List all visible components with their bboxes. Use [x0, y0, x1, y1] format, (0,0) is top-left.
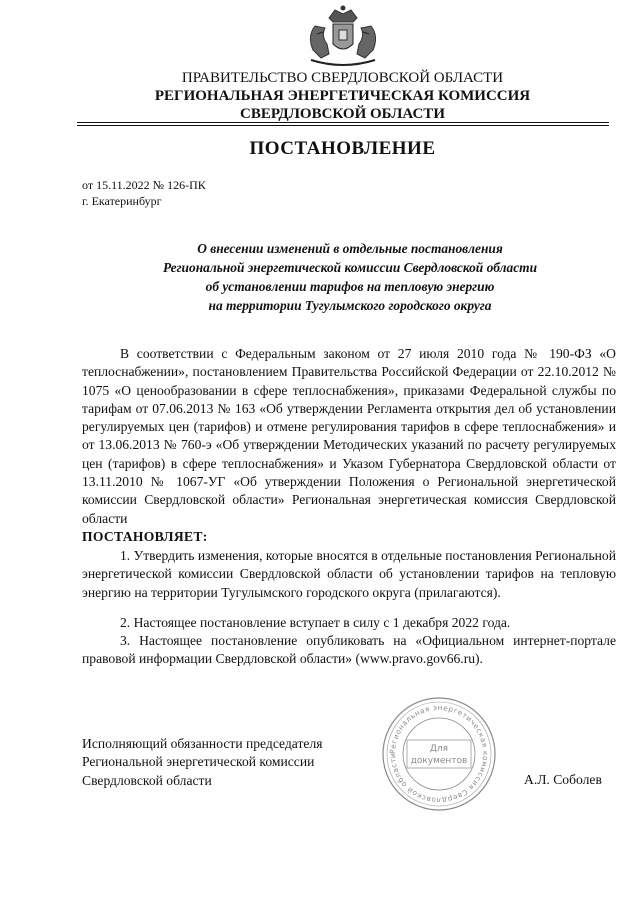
document-subject	[80, 239, 620, 315]
commission-name: РЕГИОНАЛЬНАЯ ЭНЕРГЕТИЧЕСКАЯ КОМИССИЯ	[154, 88, 531, 104]
round-seal-stamp-icon	[379, 694, 499, 814]
signer-position	[82, 735, 323, 790]
stamp-center-line1: Для	[429, 744, 449, 754]
document-date-number: от 15.11.2022 № 126-ПК	[82, 178, 206, 192]
resolution-item-2: 2. Настоящее постановление вступает в силу с 1 декабря 2022 года.	[120, 615, 511, 630]
subject-line: об установлении тарифов на тепловую энергию	[205, 279, 495, 294]
document-type-title: ПОСТАНОВЛЕНИЕ	[249, 138, 436, 159]
subject-line: О внесении изменений в отдельные постановления	[197, 241, 503, 256]
signer-name: А.Л. Соболев	[524, 772, 602, 787]
preamble-paragraph: В соответствии с Федеральным законом от 27 июля 2010 года № 190-ФЗ «О теплоснабжении», постановлением Правительства Российской Федерации от 22.10.2012 № 1075 «О ценообразовании в сфере теплоснабжения», приказами Федеральной службы по тарифам от 07.06.2013 № 163 «Об утверждении Регламента открытия дел об установлении регулируемых цен (тарифов) и отмене регулирования тарифов в сфере теплоснабжения» и от 13.06.2013 № 760-э «Об утверждении Методических указаний по расчету регулируемых цен (тарифов) в сфере теплоснабжения» и Указом Губернатора Свердловской области от 13.11.2010 № 1067-УГ «Об утверждении Положения о Региональной энергетической комиссии Свердловской области» Региональная энергетическая комиссия Свердловской области	[82, 346, 616, 526]
header-divider-thin	[77, 125, 609, 126]
resolves-heading: ПОСТАНОВЛЯЕТ:	[82, 529, 208, 544]
subject-line: на территории Тугулымского городского округа	[208, 298, 492, 313]
government-name: ПРАВИТЕЛЬСТВО СВЕРДЛОВСКОЙ ОБЛАСТИ	[181, 70, 504, 86]
document-city: г. Екатеринбург	[82, 194, 162, 208]
subject-line: Региональной энергетической комиссии Свердловской области	[162, 260, 538, 275]
header-divider-thick	[77, 122, 609, 123]
signer-position-line: Региональной энергетической комиссии	[82, 754, 315, 770]
resolution-item-1: 1. Утвердить изменения, которые вносятся в отдельные постановления Региональной энергетической комиссии Свердловской области об установлении тарифов на тепловую энергию на территории Тугулымского городского округа (прилагаются).	[82, 548, 616, 600]
commission-region: СВЕРДЛОВСКОЙ ОБЛАСТИ	[240, 106, 445, 122]
coat-of-arms-icon	[303, 4, 383, 70]
resolution-item-3: 3. Настоящее постановление опубликовать на «Официальном интернет-портале правовой информации Свердловской области» (www.pravo.gov66.ru).	[82, 633, 616, 667]
stamp-center-line2: документов	[410, 756, 468, 766]
signer-position-line: Свердловской области	[82, 772, 212, 788]
stamp-ring-text: Региональная энергетическая комиссия Свердловской области	[387, 702, 491, 806]
signer-position-line: Исполняющий обязанности председателя	[82, 736, 323, 751]
